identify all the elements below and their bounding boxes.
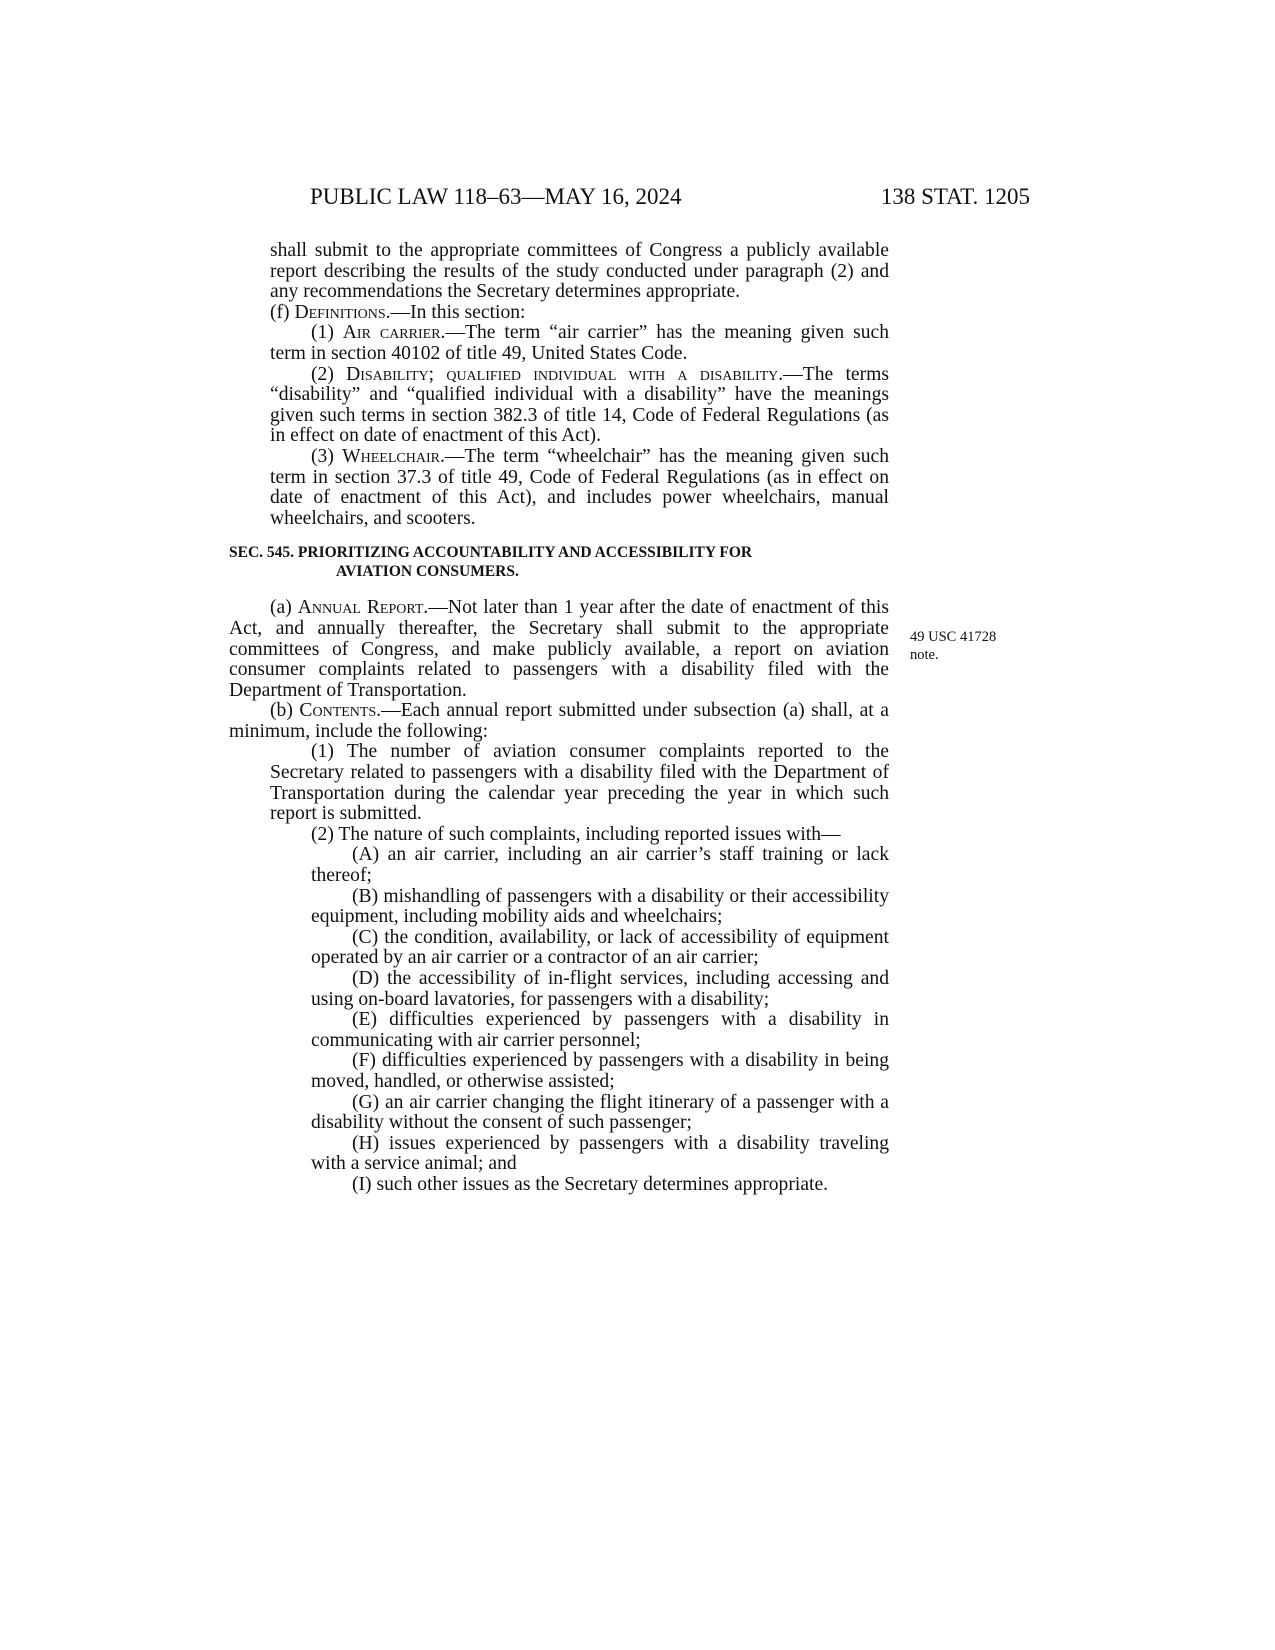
subsection-f-definitions — [229, 303, 889, 324]
subparagraph-G: (G) an air carrier changing the flight itinerary of a passenger with a disability without the consent of such passenger; — [311, 1091, 889, 1134]
definition-air-carrier — [270, 323, 889, 364]
statute-body — [229, 241, 889, 1196]
paragraph-label: (3) — [311, 445, 343, 467]
subparagraph-I: (I) such other issues as the Secretary determines appropriate. — [352, 1173, 829, 1195]
paragraph-e-continuation: shall submit to the appropriate committees of Congress a publicly available report describing the results of the study conducted under paragraph (2) and any recommendations the Secretary determines appropriate. — [270, 240, 889, 303]
paragraph-heading: Disability; qualified individual with a disability — [346, 363, 779, 385]
subsection-heading: Annual Report — [297, 597, 424, 619]
subsection-label: (b) — [270, 700, 300, 722]
subsection-label: (f) — [270, 301, 295, 323]
section-545-heading — [229, 543, 889, 581]
subparagraph-D: (D) the accessibility of in-flight services, including accessing and using on-board lavatories, for passengers with a disability; — [311, 968, 889, 1010]
paragraph-heading: Air carrier — [342, 322, 441, 344]
subparagraph-B: (B) mishandling of passengers with a disability or their accessibility equipment, including mobility aids and wheelchairs; — [311, 885, 889, 928]
page-header — [310, 180, 1030, 214]
margin-note-suffix: note. — [910, 647, 939, 663]
subparagraph-E: (E) difficulties experienced by passengers with a disability in communicating with air carrier personnel; — [311, 1009, 889, 1051]
subsection-text: .—Not later than 1 year after the date of enactment of this Act, and annually thereafter, the Secretary shall submit to the appropriate committees of Congress, and make publicly available, a report on aviation consumer complaints related to passengers with a disability filed with the Department of Transportation. — [229, 597, 889, 701]
paragraph-heading: Wheelchair — [342, 445, 440, 467]
section-heading-line-2: AVIATION CONSUMERS. — [336, 563, 519, 581]
subsection-text: .—Each annual report submitted under subsection (a) shall, at a minimum, include the following: — [229, 700, 889, 742]
subparagraph-A: (A) an air carrier, including an air carrier’s staff training or lack thereof; — [311, 844, 889, 887]
paragraph-text: .—The term “air carrier” has the meaning given such term in section 40102 of title 49, United States Code. — [270, 322, 889, 364]
public-law-citation: PUBLIC LAW 118–63—MAY 16, 2024 — [310, 184, 682, 209]
margin-note-usc: 49 USC 41728 — [910, 629, 997, 645]
subparagraph-F: (F) difficulties experienced by passengers with a disability in being moved, handled, or otherwise assisted; — [311, 1050, 889, 1092]
subparagraph-C: (C) the condition, availability, or lack of accessibility of equipment operated by an air carrier or a contractor of an air carrier; — [311, 926, 889, 969]
margin-note — [910, 628, 1020, 664]
paragraph-label: (2) — [311, 363, 347, 385]
paragraph-text: .—The term “wheelchair” has the meaning given such term in section 37.3 of title 49, Code of Federal Regulations (as in effect on date of enactment of this Act), and includes power wheelchairs, manual wheelchairs, and scooters. — [270, 445, 889, 529]
subsection-b-contents — [229, 701, 889, 742]
subsection-label: (a) — [270, 597, 298, 619]
subsection-a-annual-report — [229, 598, 889, 701]
section-heading-line-1: SEC. 545. PRIORITIZING ACCOUNTABILITY AND ACCESSIBILITY FOR — [229, 544, 753, 562]
paragraph-b-1: (1) The number of aviation consumer complaints reported to the Secretary related to passengers with a disability filed with the Department of Transportation during the calendar year preceding the year in which such report is submitted. — [270, 741, 889, 825]
subsection-text: .—In this section: — [385, 301, 526, 323]
paragraph-label: (1) — [311, 322, 343, 344]
definition-wheelchair — [270, 447, 889, 529]
paragraph-b-2: (2) The nature of such complaints, including reported issues with— — [311, 823, 841, 845]
subparagraph-H: (H) issues experienced by passengers with a disability traveling with a service animal; and — [311, 1132, 889, 1175]
paragraph-text: .—The terms “disability” and “qualified individual with a disability” have the meanings given such terms in section 382.3 of title 14, Code of Federal Regulations (as in effect on date of enactment of this Act). — [270, 363, 889, 447]
subsection-heading: Definitions — [294, 301, 386, 323]
statute-page-number: 138 STAT. 1205 — [880, 184, 1030, 209]
subsection-heading: Contents — [299, 700, 377, 722]
definition-disability — [270, 365, 889, 447]
